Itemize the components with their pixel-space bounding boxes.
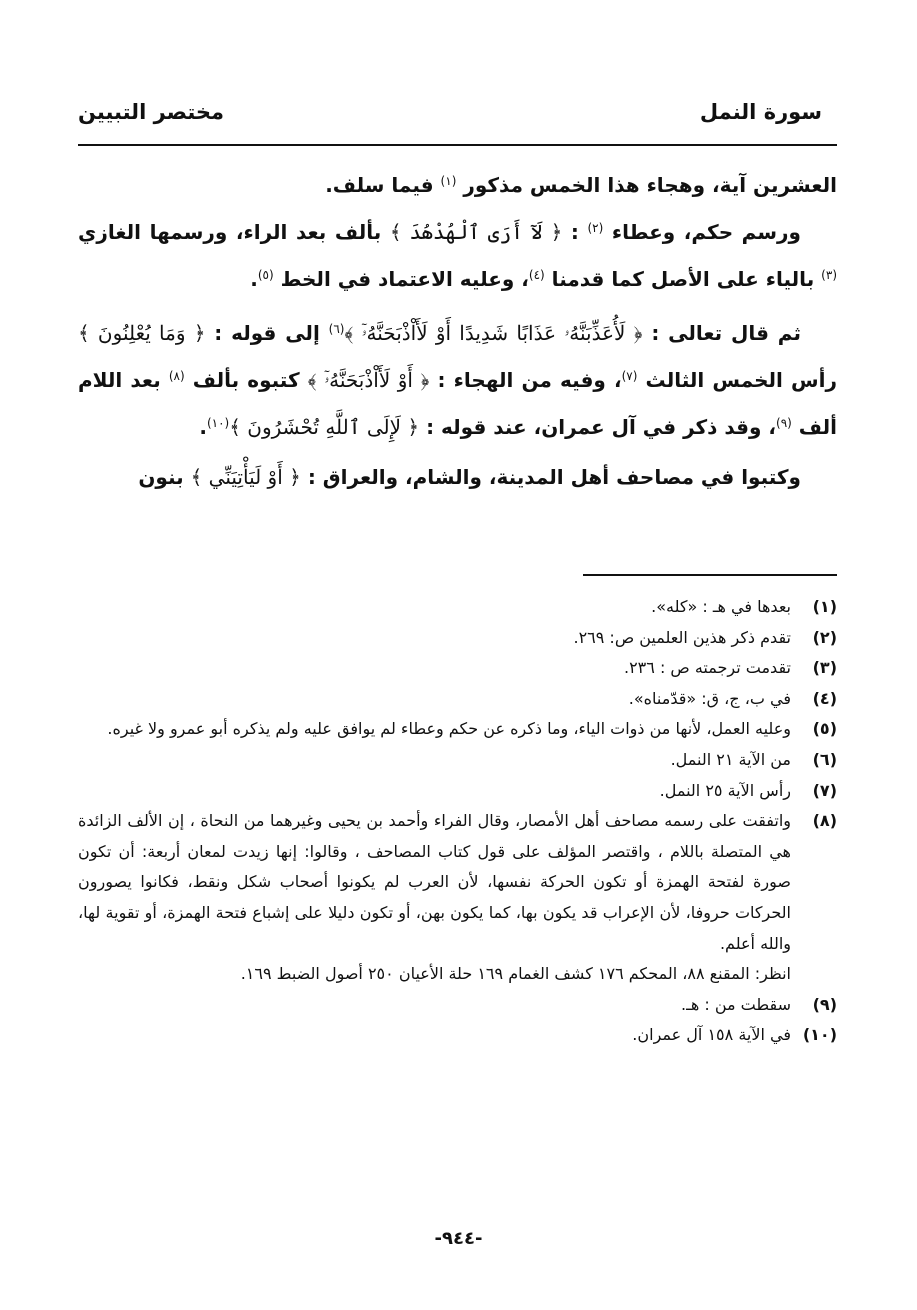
quran-quote: ﴿ لَإِلَى ٱللَّهِ تُحْشَرُونَ ﴾ [229,415,420,439]
footnote-ref: (٧) [621,369,638,383]
quran-quote: ﴿ أَوْ لَأَاْذْبَحَنَّهُۥٓ ﴾ [307,368,430,392]
footnote-number: (٨) [812,811,837,831]
footnote-text: في ب، ج، ق: «قدّمناه». [628,688,791,708]
main-text [78,160,837,499]
text: بعد اللام ألف [78,368,837,439]
text: كتبوه بألف [184,368,308,392]
footnote-ref: (٥) [257,268,274,282]
footnote-text: واتفقت على رسمه مصاحف أهل الأمصار، وقال الفراء وأحمد بن يحيى وغيرهما من النحاة ، إن الألف الزائدة هي المتصلة باللام ، واقتصر المؤلف على قول كتاب المصاحف ، وقالوا: إنها زيدت لمعان أربعة: أن تكون صورة لفتحة الهمزة أو تكون الحركة نفسها، لأن العرب لم يكونوا أصحاب شكل ونقط، فكانوا يصورون الحركات حروفا، لأن الإعراب قد يكون بها، كما يكون بهن، أو تكون دليلا على إشباع فتحة الهمزة، أو تقوية لها، والله أعلم. [78,811,791,953]
footnote-ref: (٦) [328,322,345,336]
text: إلى قوله : [205,321,329,345]
footnote-4 [78,684,837,715]
footnote-2 [78,623,837,654]
footnote-number: (٢) [812,627,837,647]
footnote-8 [78,806,837,990]
footnote-separator [583,574,837,576]
footnote-text: بعدها في هـ : «كله». [651,597,791,616]
footnote-number: (٩) [812,994,837,1014]
footnote-3 [78,653,837,684]
footnote-ref: (١٠) [206,416,230,430]
footnote-6 [78,745,837,776]
text: ، وفيه من الهجاء : [429,368,622,392]
book-title: مختصر التبيين [78,100,225,124]
footnote-9 [78,990,837,1021]
footnote-number: (٥) [812,719,837,739]
text: رأس الخمس الثالث [637,368,837,392]
footnote-ref: (٨) [168,369,185,383]
footnote-number: (١٠) [802,1025,837,1045]
header-rule [78,144,837,146]
footnote-ref: (٤) [528,268,545,282]
surah-title: سورة النمل [699,100,822,124]
footnote-number: (٧) [812,780,837,800]
footnote-text: تقدمت ترجمته ص : ٢٣٦. [623,658,791,678]
paragraph-4 [78,456,837,499]
quran-quote: ﴿ وَمَا يُعْلِنُونَ ﴾ [78,321,206,345]
page-number: -٩٤٤- [434,1228,483,1249]
footnote-ref: (٢) [587,221,604,235]
running-header [78,92,822,132]
footnote-text-block [78,806,791,990]
text: ورسم حكم، وعطاء [603,220,801,244]
text: . [250,267,258,291]
footnote-number: (٦) [812,749,837,769]
footnotes [78,592,837,1051]
footnote-references: انظر: المقنع ٨٨، المحكم ١٧٦ كشف الغمام ١٦٩ حلة الأعيان ٢٥٠ أصول الضبط ١٦٩. [240,964,791,984]
text: بألف بعد الراء، ورسمها الغازي [78,220,390,244]
footnote-text: رأس الآية ٢٥ النمل. [659,780,791,800]
text: بالياء على الأصل كما قدمنا [544,267,822,291]
footnote-1 [78,592,837,623]
quran-quote: ﴿ أَوْ لَيَأْتِيَنِّي ﴾ [190,465,301,489]
footnote-ref: (٩) [776,416,792,430]
footnote-text: في الآية ١٥٨ آل عمران. [632,1025,791,1045]
footnote-number: (١) [812,597,837,616]
footnote-text: سقطت من : هـ. [681,994,791,1014]
footnote-text: تقدم ذكر هذين العلمين ص: ٢٦٩. [573,627,791,647]
text: ثم قال تعالى : [642,321,801,345]
footnote-10 [78,1020,837,1051]
footnote-5 [78,714,837,745]
footnote-text: من الآية ٢١ النمل. [670,749,791,769]
text: فيما سلف. [325,173,441,197]
paragraph-1 [78,160,837,207]
paragraph-2 [78,207,837,301]
quran-quote: ﴿ لَأُعَذِّبَنَّهُۥ عَذَابًا شَدِيدًا أَوْ لَأَاْذْبَحَنَّهُۥٓ ﴾ [344,321,643,345]
footnote-ref: (١) [440,174,457,188]
footnote-number: (٣) [812,658,837,678]
footnote-7 [78,776,837,807]
text: ، وعليه الاعتماد في الخط [273,267,529,291]
text: وكتبوا في مصاحف أهل المدينة، والشام، والعراق : [300,465,801,489]
text: بنون [138,465,191,489]
text: : [562,220,588,244]
text: . [199,415,207,439]
text: ، وقد ذكر في آل عمران، عند قوله : [419,415,777,439]
text: العشرين آية، وهجاء هذا الخمس مذكور [456,173,837,197]
quran-quote: ﴿ لَآ أَرَى ٱلْهُدْهُدَ ﴾ [389,220,563,244]
footnote-text: وعليه العمل، لأنها من ذوات الياء، وما ذكره عن حكم وعطاء لم يوافق عليه ولم يذكره أبو عمرو ولا غيره. [107,719,791,739]
paragraph-3 [78,308,837,449]
footnote-ref: (٣) [821,268,837,282]
footnote-number: (٤) [812,688,837,708]
